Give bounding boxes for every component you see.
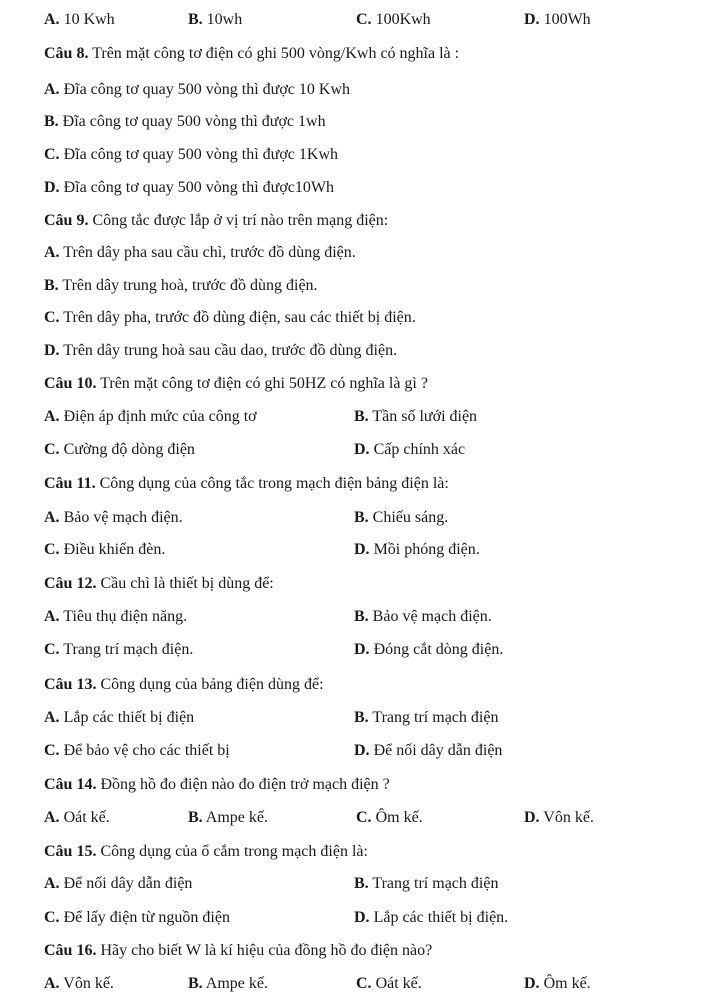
answer-option: [44, 640, 193, 660]
question: [44, 941, 432, 961]
answer-option-text: 100Kwh: [371, 11, 431, 28]
answer-option: [44, 407, 257, 427]
answer-option-label: D.: [44, 179, 60, 196]
question: [44, 374, 428, 394]
answer-option-text: Điều khiển đèn.: [59, 541, 166, 558]
answer-option-label: B.: [44, 113, 59, 130]
answer-option-text: 10wh: [202, 11, 243, 28]
answer-option-label: D.: [354, 641, 370, 658]
question-text: Cầu chì là thiết bị dùng để:: [96, 575, 274, 592]
answer-option-label: C.: [44, 441, 60, 458]
answer-option-label: A.: [44, 408, 60, 425]
answer-option: [44, 874, 192, 894]
answer-option-label: A.: [44, 11, 60, 28]
answer-option: [354, 708, 498, 728]
question-text: Công tắc được lắp ở vị trí nào trên mạng điện:: [88, 212, 389, 229]
answer-option: [44, 808, 110, 828]
answer-option-text: Để nối dây dẫn điện: [59, 875, 193, 892]
answer-option-text: 100Wh: [539, 11, 591, 28]
answer-option-text: Đĩa công tơ quay 500 vòng thì được10Wh: [59, 179, 334, 196]
question-label: Câu 9.: [44, 212, 89, 229]
answer-option-label: D.: [44, 342, 60, 359]
answer-option-text: Trang trí mạch điện: [368, 875, 499, 892]
answer-option: [188, 974, 268, 994]
answer-option-text: Vôn kế.: [59, 975, 114, 992]
answer-option-label: B.: [354, 875, 369, 892]
answer-option-text: 10 Kwh: [59, 11, 115, 28]
answer-option-label: D.: [524, 975, 540, 992]
question-text: Trên mặt công tơ điện có ghi 50HZ có nghĩa là gì ?: [96, 375, 428, 392]
answer-option-label: C.: [44, 909, 60, 926]
answer-option: [44, 276, 318, 296]
answer-option-label: A.: [44, 975, 60, 992]
answer-option-label: D.: [524, 11, 540, 28]
answer-option: [44, 80, 350, 100]
answer-option-text: Chiếu sáng.: [368, 509, 449, 526]
answer-option-label: C.: [356, 975, 372, 992]
answer-option-label: D.: [354, 909, 370, 926]
answer-option: [44, 178, 334, 198]
answer-option-label: B.: [188, 975, 203, 992]
question: [44, 675, 324, 695]
answer-option-text: Điện áp định mức của công tơ: [59, 408, 257, 425]
question-text: Công dụng của bảng điện dùng để:: [96, 676, 324, 693]
answer-option-label: C.: [44, 309, 60, 326]
answer-option-text: Cấp chính xác: [369, 441, 466, 458]
answer-option-label: B.: [188, 11, 203, 28]
answer-option-text: Bảo vệ mạch điện.: [59, 509, 183, 526]
question-text: Trên mặt công tơ điện có ghi 500 vòng/Kwh có nghĩa là :: [88, 45, 460, 62]
answer-option: [44, 243, 356, 263]
answer-option-text: Để lấy điện từ nguồn điện: [59, 909, 230, 926]
answer-option: [44, 607, 187, 627]
answer-option-label: B.: [44, 277, 59, 294]
answer-option: [44, 741, 230, 761]
question-label: Câu 12.: [44, 575, 97, 592]
answer-option-text: Ôm kế.: [539, 975, 591, 992]
answer-option: [524, 974, 591, 994]
answer-option-text: Lắp các thiết bị điện: [59, 709, 195, 726]
question: [44, 574, 274, 594]
question-text: Hãy cho biết W là kí hiệu của đồng hồ đo điện nào?: [96, 942, 433, 959]
answer-option-text: Trên dây trung hoà sau cầu dao, trước đồ dùng điện.: [59, 342, 398, 359]
answer-option: [44, 540, 165, 560]
answer-option-label: B.: [188, 809, 203, 826]
answer-option-label: A.: [44, 81, 60, 98]
answer-option: [44, 308, 416, 328]
answer-option: [44, 112, 326, 132]
question: [44, 44, 459, 64]
answer-option-text: Trên dây pha, trước đồ dùng điện, sau các thiết bị điện.: [59, 309, 416, 326]
answer-option-label: A.: [44, 875, 60, 892]
answer-option-label: B.: [354, 608, 369, 625]
answer-option: [44, 908, 230, 928]
answer-option: [44, 145, 338, 165]
answer-option: [356, 974, 422, 994]
answer-option: [44, 974, 114, 994]
answer-option: [354, 908, 508, 928]
answer-option-label: C.: [44, 541, 60, 558]
answer-option-text: Đĩa công tơ quay 500 vòng thì được 10 Kwh: [59, 81, 351, 98]
answer-option: [44, 508, 183, 528]
answer-option-label: C.: [356, 809, 372, 826]
answer-option-text: Ampe kế.: [202, 975, 268, 992]
question-label: Câu 11.: [44, 475, 96, 492]
answer-option-text: Lắp các thiết bị điện.: [369, 909, 509, 926]
answer-option: [44, 10, 115, 30]
question-label: Câu 10.: [44, 375, 97, 392]
answer-option: [44, 440, 195, 460]
question: [44, 211, 388, 231]
answer-option: [356, 808, 423, 828]
question: [44, 474, 449, 494]
answer-option-label: D.: [524, 809, 540, 826]
answer-option: [354, 407, 477, 427]
answer-option-label: B.: [354, 709, 369, 726]
question-label: Câu 8.: [44, 45, 89, 62]
answer-option-text: Mồi phóng điện.: [369, 541, 480, 558]
question-text: Đồng hồ đo điện nào đo điện trở mạch điện ?: [96, 776, 390, 793]
answer-option: [188, 808, 268, 828]
question-text: Công dụng của công tắc trong mạch điện bảng điện là:: [95, 475, 449, 492]
answer-option-label: C.: [44, 146, 60, 163]
answer-option-label: A.: [44, 608, 60, 625]
answer-option-label: D.: [354, 541, 370, 558]
answer-option: [524, 10, 591, 30]
answer-option-text: Trên dây pha sau cầu chì, trước đồ dùng điện.: [59, 244, 356, 261]
answer-option-label: C.: [44, 641, 60, 658]
answer-option-text: Để nối dây dẫn điện: [369, 742, 503, 759]
answer-option-text: Trên dây trung hoà, trước đồ dùng điện.: [58, 277, 318, 294]
answer-option-label: B.: [354, 408, 369, 425]
answer-option: [356, 10, 431, 30]
answer-option-label: C.: [44, 742, 60, 759]
answer-option-text: Trang trí mạch điện: [368, 709, 499, 726]
answer-option-label: A.: [44, 709, 60, 726]
answer-option-text: Để bảo vệ cho các thiết bị: [59, 742, 230, 759]
answer-option: [354, 540, 480, 560]
answer-option-text: Vôn kế.: [539, 809, 594, 826]
answer-option-text: Trang trí mạch điện.: [59, 641, 194, 658]
question-label: Câu 16.: [44, 942, 97, 959]
answer-option-text: Bảo vệ mạch điện.: [368, 608, 492, 625]
answer-option-label: A.: [44, 509, 60, 526]
question-label: Câu 15.: [44, 843, 97, 860]
answer-option-text: Đĩa công tơ quay 500 vòng thì được 1wh: [58, 113, 326, 130]
answer-option: [44, 708, 194, 728]
answer-option-text: Đóng cắt dòng điện.: [369, 641, 504, 658]
answer-option-label: C.: [356, 11, 372, 28]
answer-option-text: Cường độ dòng điện: [59, 441, 195, 458]
answer-option-label: B.: [354, 509, 369, 526]
answer-option: [44, 341, 397, 361]
answer-option-label: D.: [354, 742, 370, 759]
answer-option: [354, 440, 465, 460]
answer-option: [354, 741, 502, 761]
answer-option-label: D.: [354, 441, 370, 458]
answer-option: [354, 607, 492, 627]
question: [44, 842, 368, 862]
answer-option-text: Oát kế.: [59, 809, 110, 826]
answer-option-text: Đĩa công tơ quay 500 vòng thì được 1Kwh: [59, 146, 339, 163]
answer-option: [354, 640, 503, 660]
question-label: Câu 14.: [44, 776, 97, 793]
answer-option-text: Ôm kế.: [371, 809, 423, 826]
answer-option-text: Ampe kế.: [202, 809, 268, 826]
answer-option: [188, 10, 242, 30]
answer-option: [354, 508, 448, 528]
question-text: Công dụng của ổ cắm trong mạch điện là:: [96, 843, 368, 860]
question: [44, 775, 390, 795]
question-label: Câu 13.: [44, 676, 97, 693]
answer-option-text: Oát kế.: [371, 975, 422, 992]
answer-option-text: Tiêu thụ điện năng.: [59, 608, 188, 625]
answer-option-label: A.: [44, 244, 60, 261]
answer-option-text: Tần số lưới điện: [368, 408, 478, 425]
answer-option: [524, 808, 594, 828]
answer-option-label: A.: [44, 809, 60, 826]
answer-option: [354, 874, 498, 894]
